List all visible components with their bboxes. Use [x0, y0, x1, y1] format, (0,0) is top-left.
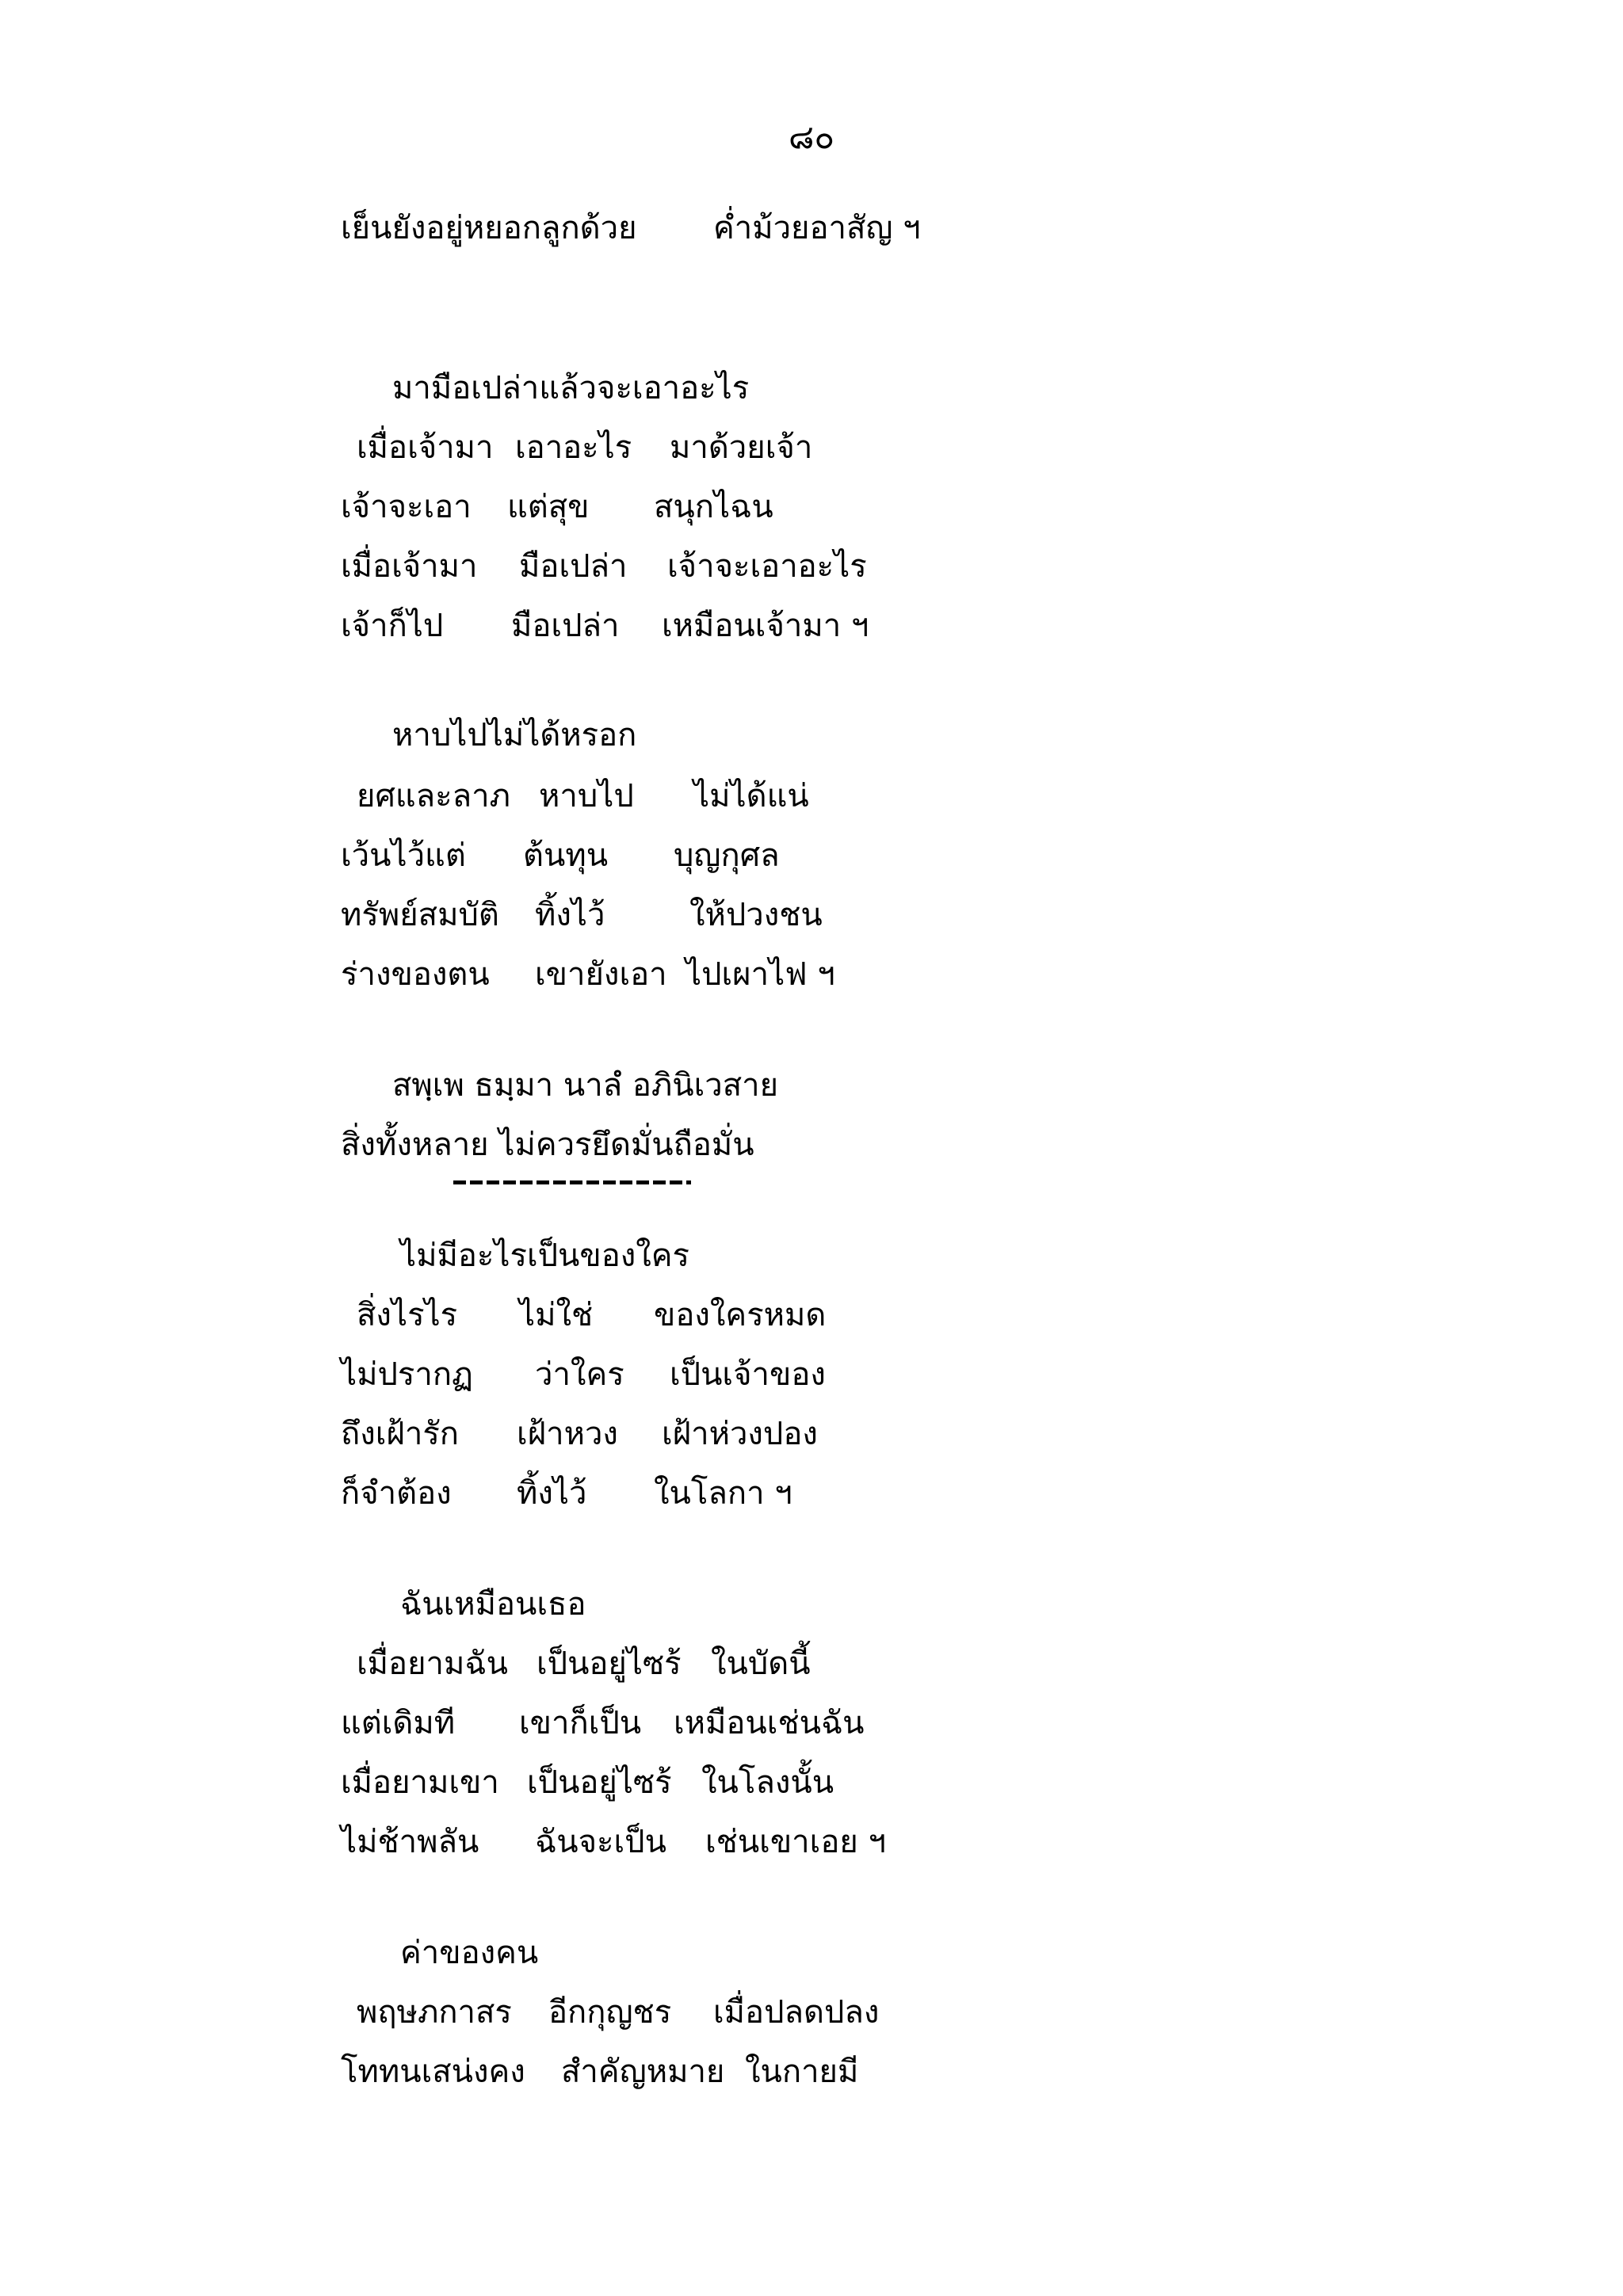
verse-segment: โททนเสน่งคง: [341, 2054, 525, 2090]
verse-segment: เมื่อเจ้ามา: [341, 548, 478, 585]
verse-segment: ในกายมี: [745, 2054, 859, 2090]
verse-segment: เจ้าก็ไป: [341, 608, 444, 644]
verse-segment: เมื่อปลดปลง: [713, 1994, 880, 2031]
verse-segment: ไปเผาไฟ ฯ: [685, 956, 835, 993]
verse-segment: ทิ้งไว้: [535, 897, 605, 933]
page-number: ๘๐: [788, 117, 835, 156]
verse-segment: เหมือนเช่นฉัน: [674, 1705, 865, 1741]
verse-segment: เป็นอยู่ไซร้: [527, 1764, 672, 1801]
verse-segment: ยศและลาภ: [357, 778, 510, 814]
verse-segment: แต่สุข: [507, 489, 590, 525]
verse-segment: ฉันจะเป็น: [535, 1824, 666, 1860]
verse-segment: มือเปล่า: [519, 548, 628, 585]
verse-segment: เฝ้าหวง: [517, 1416, 618, 1452]
verse-segment: ไม่ปรากฏ: [341, 1356, 473, 1393]
poem-title: หาบไปไม่ได้หรอก: [392, 717, 637, 753]
verse-segment: เฝ้าห่วงปอง: [662, 1416, 818, 1452]
verse-segment: บุญกุศล: [674, 837, 780, 874]
verse-segment: ค่ำม้วยอาสัญ ฯ: [713, 210, 921, 246]
verse-segment: เป็นอยู่ไซร้: [537, 1646, 682, 1682]
verse-segment: เขาก็เป็น: [519, 1705, 642, 1741]
verse-segment: แต่เดิมที: [341, 1705, 456, 1741]
verse-segment: ในโลงนั้น: [701, 1764, 834, 1801]
verse-segment: เมื่อยามเขา: [341, 1764, 499, 1801]
verse-segment: เจ้าจะเอา: [341, 489, 472, 525]
verse-segment: ไม่ใช่: [519, 1297, 594, 1333]
verse-segment: เจ้าจะเอาอะไร: [667, 548, 867, 585]
poem-title: สพฺเพ ธมฺมา นาลํ อภินิเวสาย: [392, 1067, 779, 1104]
verse-segment: ถึงเฝ้ารัก: [341, 1416, 460, 1452]
verse-segment: ไม่ช้าพลัน: [341, 1824, 479, 1860]
verse-segment: ไม่ได้แน่: [693, 778, 809, 814]
verse-segment: ก็จำต้อง: [341, 1475, 452, 1512]
verse-segment: มือเปล่า: [511, 608, 620, 644]
verse-segment: เป็นเจ้าของ: [670, 1356, 826, 1393]
poem-title: ไม่มีอะไรเป็นของใคร: [400, 1238, 690, 1274]
verse-segment: ในโลกา ฯ: [654, 1475, 792, 1512]
verse-segment: เช่นเขาเอย ฯ: [705, 1824, 886, 1860]
verse-segment: เว้นไว้แต่: [341, 837, 466, 874]
verse-segment: ทิ้งไว้: [517, 1475, 587, 1512]
section-divider: [453, 1180, 691, 1184]
verse-segment: ของใครหมด: [654, 1297, 827, 1333]
verse-segment: ว่าใคร: [535, 1356, 624, 1393]
verse-segment: พฤษภกาสร: [357, 1994, 512, 2031]
verse-segment: อีกกุญชร: [548, 1994, 672, 2031]
verse-segment: เหมือนเจ้ามา ฯ: [662, 608, 869, 644]
verse-segment: สำคัญหมาย: [561, 2054, 725, 2090]
verse-segment: สิ่งทั้งหลาย ไม่ควรยึดมั่นถือมั่น: [341, 1127, 754, 1163]
verse-segment: มาด้วยเจ้า: [670, 429, 813, 466]
verse-segment: ทรัพย์สมบัติ: [341, 897, 499, 933]
verse-segment: สนุกไฉน: [654, 489, 773, 525]
verse-segment: ให้ปวงชน: [689, 897, 823, 933]
verse-segment: ต้นทุน: [523, 837, 609, 874]
verse-segment: เขายังเอา: [535, 956, 667, 993]
verse-segment: สิ่งไรไร: [357, 1297, 458, 1333]
verse-segment: เอาอะไร: [515, 429, 632, 466]
verse-segment: เย็นยังอยู่หยอกลูกด้วย: [341, 210, 637, 246]
poem-title: มามือเปล่าแล้วจะเอาอะไร: [392, 370, 750, 406]
verse-segment: ร่างของตน: [341, 956, 490, 993]
verse-segment: เมื่อยามฉัน: [357, 1646, 508, 1682]
poem-title: ค่าของคน: [400, 1935, 539, 1971]
poem-title: ฉันเหมือนเธอ: [400, 1586, 586, 1623]
verse-segment: หาบไป: [539, 778, 634, 814]
verse-segment: เมื่อเจ้ามา: [357, 429, 494, 466]
verse-segment: ในบัดนี้: [711, 1646, 811, 1682]
